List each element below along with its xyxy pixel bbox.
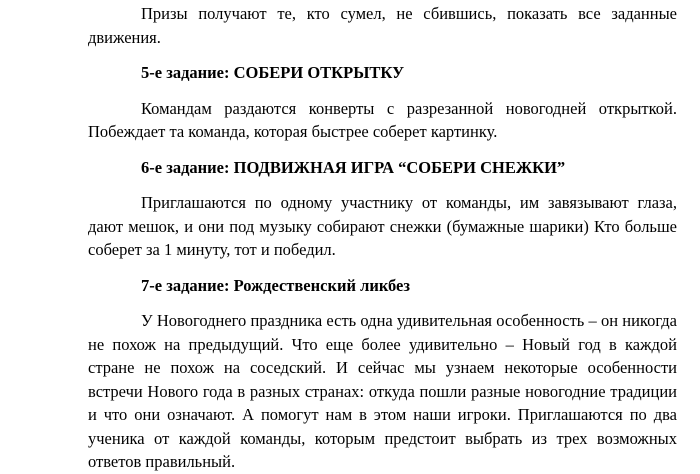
paragraph-prizes: Призы получают те, кто сумел, не сбившись, показать все заданные движения. bbox=[88, 4, 677, 47]
heading-task-7: 7-е задание: Рождественский ликбез bbox=[141, 275, 410, 295]
paragraph-task-6: Приглашаются по одному участнику от команды, им завязывают глаза, дают мешок, и они под музыку собирают снежки (бумажные шарики) Кто больше соберет за 1 минуту, тот и победил. bbox=[88, 193, 677, 259]
paragraph-task-5: Командам раздаются конверты с разрезанной новогодней открыткой. Побеждает та команда, которая быстрее соберет картинку. bbox=[88, 98, 677, 141]
paragraph-task-7: У Новогоднего праздника есть одна удивительная особенность – он никогда не похож на предыдущий. Что еще более удивительно – Новый год в каждой стране не похож на соседский. И сейчас мы узнаем некоторые особенности встречи Нового года в разных странах: откуда пошли разные новогодние традиции и что они означают. А помогут нам в этом наши игроки. Приглашаются по два ученика от каждой команды, которым предстоит выбрать из трех возможных ответов правильный. bbox=[88, 311, 677, 471]
document-page bbox=[88, 2, 677, 474]
heading-task-6: 6-е задание: ПОДВИЖНАЯ ИГРА “СОБЕРИ СНЕЖКИ” bbox=[141, 157, 566, 177]
heading-task-5: 5-е задание: СОБЕРИ ОТКРЫТКУ bbox=[141, 63, 405, 82]
